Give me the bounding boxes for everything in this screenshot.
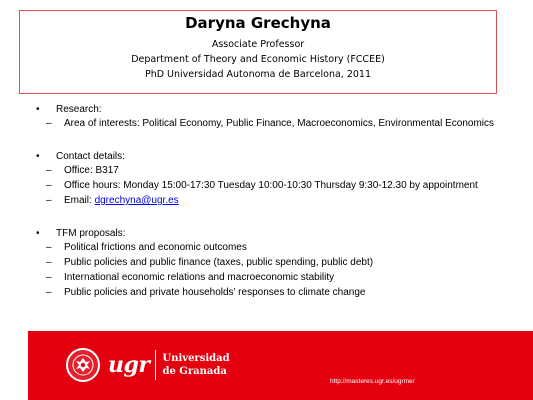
contact-heading: • Contact details:: [36, 151, 506, 163]
research-heading: • Research:: [36, 104, 506, 116]
office-hours: – Office hours: Monday 15:00-17:30 Tuesday 10:00-10:30 Thursday 9:30-12.30 by appointment: [38, 180, 506, 192]
contact-items: [36, 165, 506, 207]
email-label: Email:: [64, 195, 95, 206]
email-link[interactable]: dgrechyna@ugr.es: [94, 195, 179, 206]
research-interests: – Area of interests: Political Economy, Public Finance, Macroeconomics, Environmental Economics: [38, 118, 506, 130]
tfm-item: – Political frictions and economic outcomes: [38, 242, 506, 254]
professor-name: Daryna Grechyna: [185, 14, 331, 32]
footer-banner: [28, 331, 533, 400]
ugr-wordmark: ugr: [108, 352, 150, 378]
tfm-heading: • TFM proposals:: [36, 228, 506, 240]
ugr-logo: [66, 345, 230, 385]
research-items: [36, 118, 506, 130]
master-url[interactable]: http://masteres.ugr.es/ugrme/: [330, 378, 415, 385]
university-name: Universidad de Granada: [162, 353, 230, 377]
tfm-items: [36, 242, 506, 299]
tfm-item: – International economic relations and macroeconomic stability: [38, 272, 506, 284]
position-title: Associate Professor: [211, 39, 305, 50]
header-box: [19, 10, 497, 94]
department: Department of Theory and Economic History (FCCEE): [131, 54, 385, 65]
tfm-item: – Public policies and private households’ responses to climate change: [38, 287, 506, 299]
content-list: [36, 104, 506, 302]
email-line: [38, 195, 506, 207]
tfm-item: – Public policies and public finance (taxes, public spending, public debt): [38, 257, 506, 269]
university-crest-icon: [66, 348, 100, 382]
phd-info: PhD Universidad Autonoma de Barcelona, 2011: [144, 69, 372, 80]
logo-divider: [155, 350, 156, 380]
office-location: – Office: B317: [38, 165, 506, 177]
